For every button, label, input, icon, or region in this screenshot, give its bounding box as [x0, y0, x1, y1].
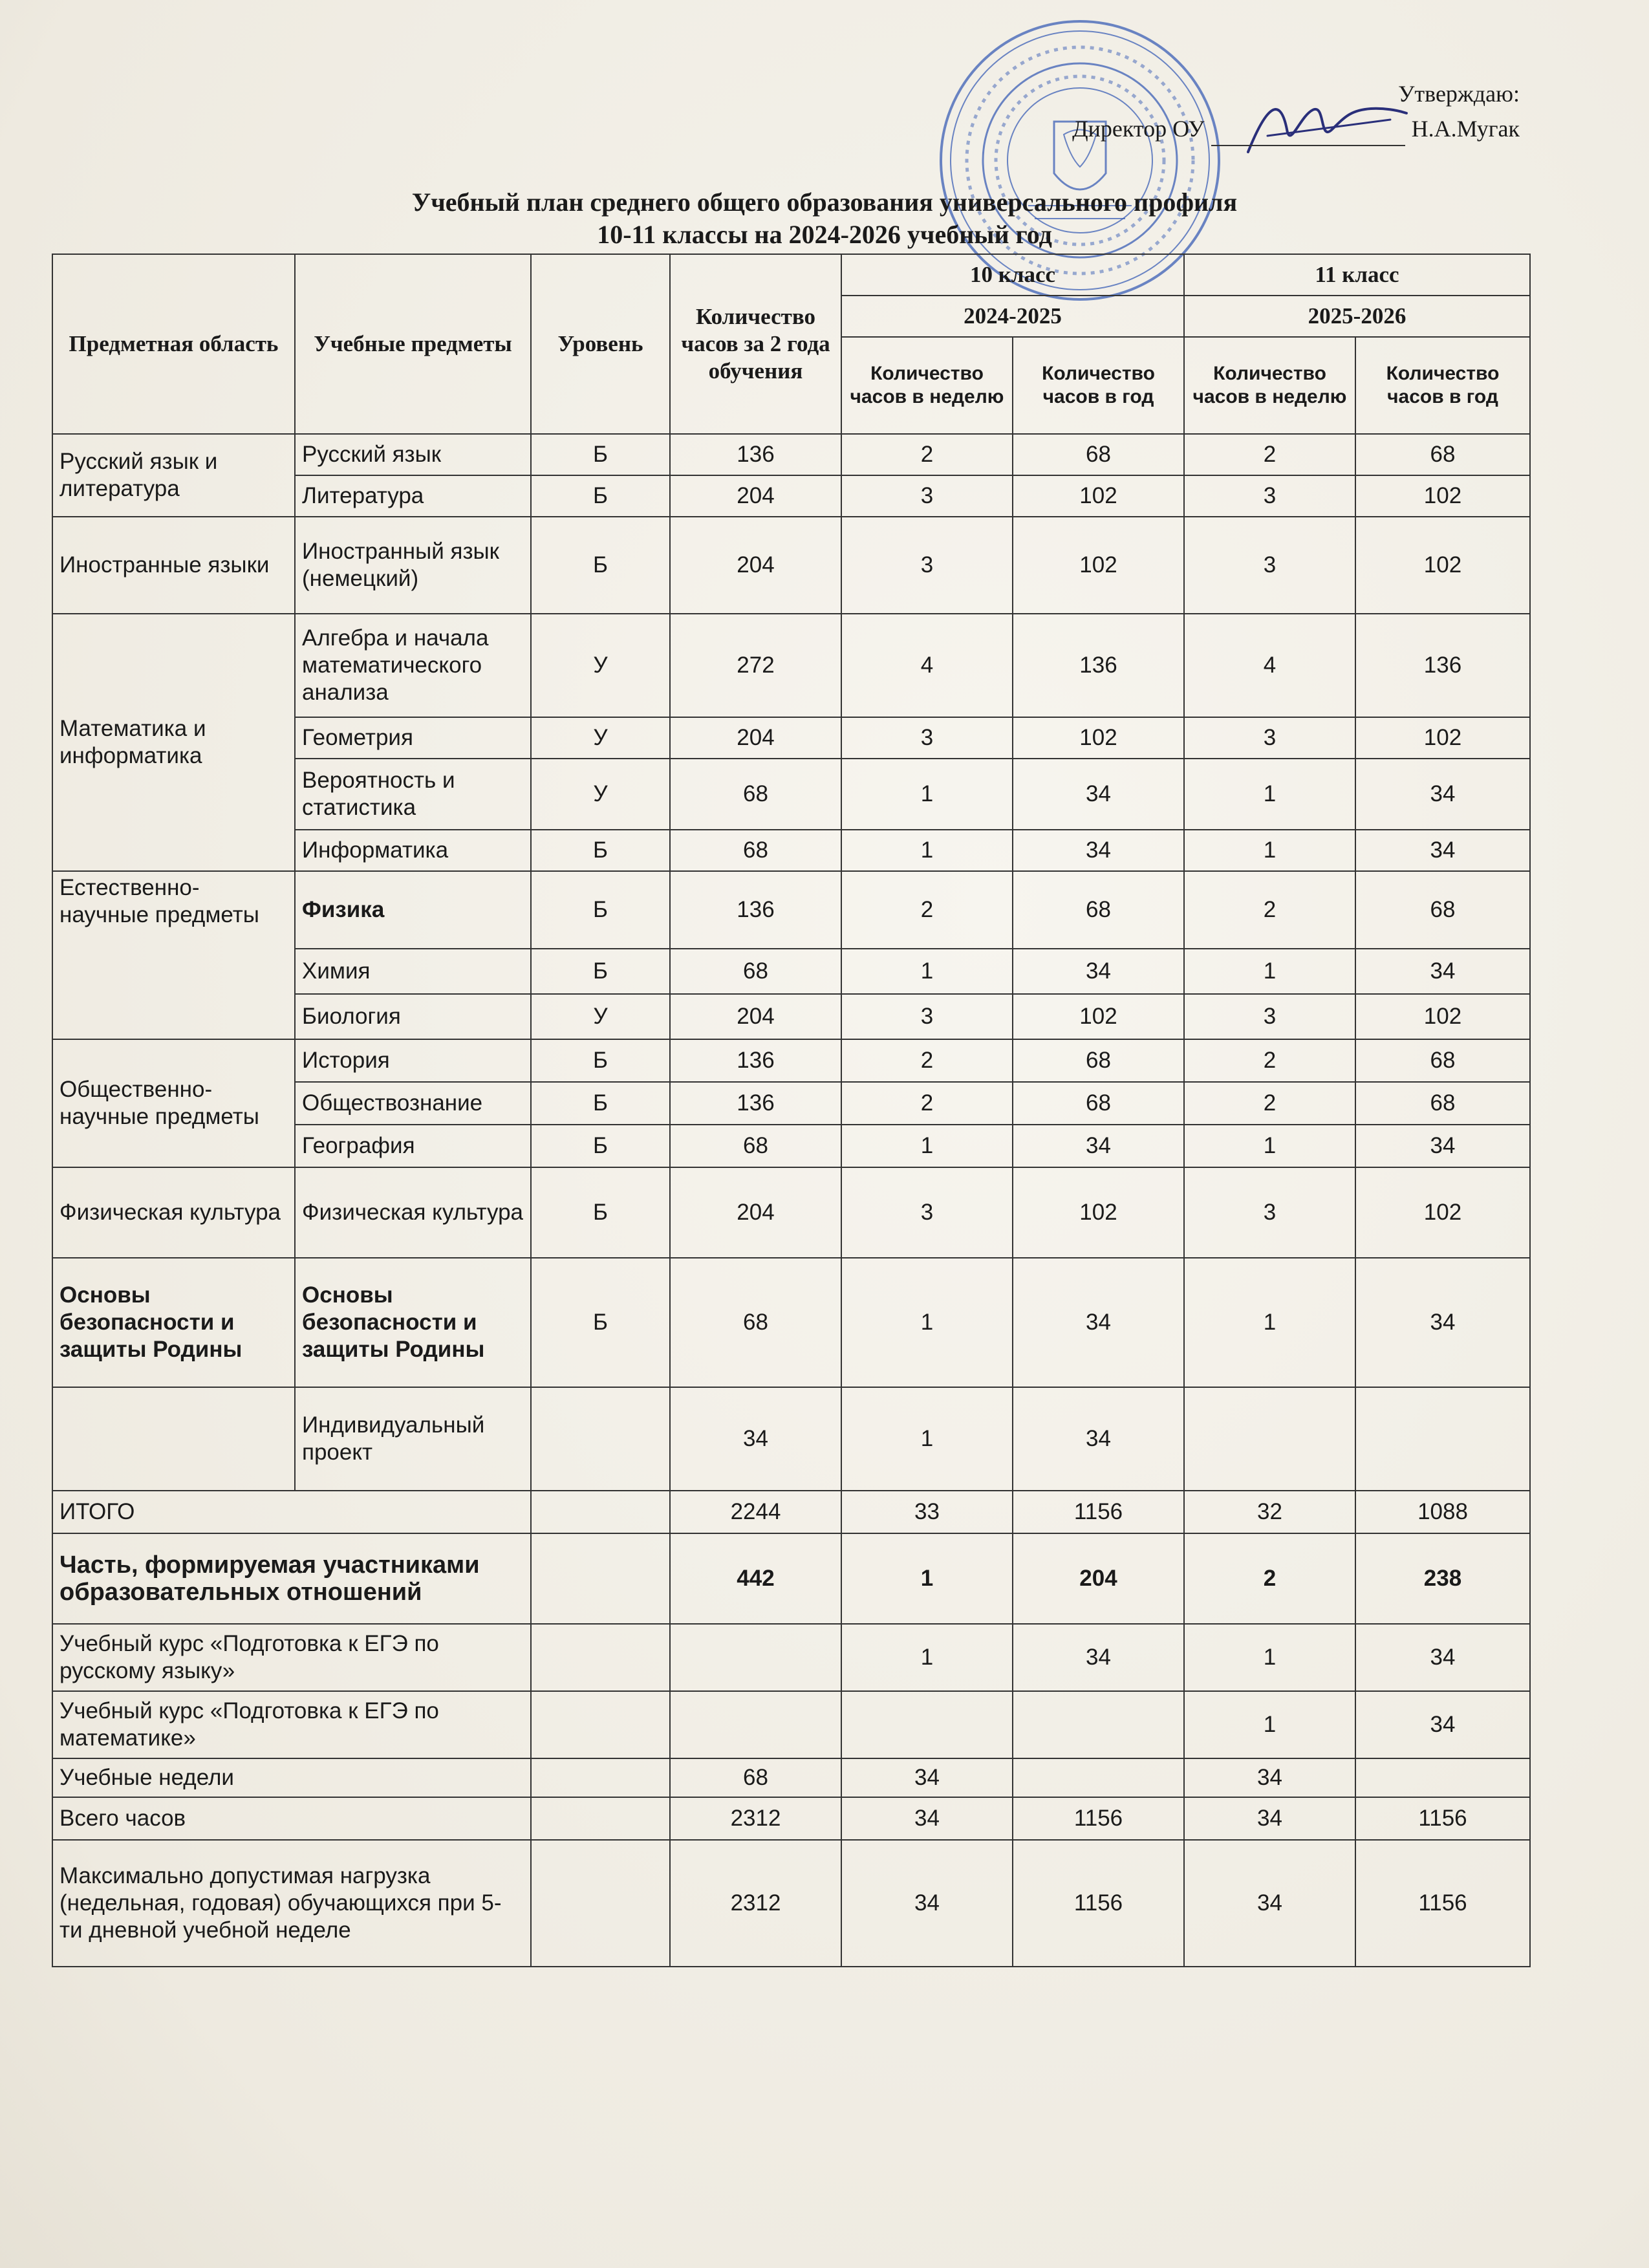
- summary-row-course-math: [52, 1691, 1530, 1758]
- summary-level: [531, 1491, 670, 1533]
- year11-cell: 34: [1355, 1624, 1530, 1691]
- year10-cell: 68: [1013, 434, 1184, 475]
- week11-cell: 2: [1184, 1082, 1355, 1125]
- week10-cell: 1: [841, 949, 1013, 994]
- year11-cell: 68: [1355, 434, 1530, 475]
- area-foreign: Иностранные языки: [52, 517, 295, 614]
- summary-label: Учебный курс «Подготовка к ЕГЭ по русскому языку»: [52, 1624, 531, 1691]
- week11-cell: 1: [1184, 1624, 1355, 1691]
- year10-cell: 34: [1013, 1258, 1184, 1387]
- week11-cell: 1: [1184, 759, 1355, 830]
- total-cell: 204: [670, 517, 841, 614]
- subject-cell: Физическая культура: [295, 1167, 531, 1258]
- week10-cell: 34: [841, 1840, 1013, 1967]
- week10-cell: 2: [841, 1082, 1013, 1125]
- year11-cell: 34: [1355, 1125, 1530, 1167]
- week10-cell: 34: [841, 1758, 1013, 1797]
- week10-cell: 3: [841, 475, 1013, 517]
- summary-row-all-hours: [52, 1797, 1530, 1840]
- week11-cell: 3: [1184, 1167, 1355, 1258]
- week11-cell: 2: [1184, 1039, 1355, 1082]
- week10-cell: 1: [841, 759, 1013, 830]
- year10-cell: 1156: [1013, 1491, 1184, 1533]
- total-cell: 442: [670, 1533, 841, 1624]
- year11-cell: 68: [1355, 1082, 1530, 1125]
- subject-cell: История: [295, 1039, 531, 1082]
- year10-cell: 68: [1013, 1082, 1184, 1125]
- total-cell: 68: [670, 1758, 841, 1797]
- year11-cell: [1355, 1758, 1530, 1797]
- week10-cell: 1: [841, 830, 1013, 871]
- header-grade-10: 10 класс: [841, 254, 1184, 296]
- total-cell: 136: [670, 434, 841, 475]
- area-empty: [52, 1387, 295, 1491]
- total-cell: 136: [670, 1039, 841, 1082]
- year10-cell: 68: [1013, 1039, 1184, 1082]
- summary-level: [531, 1797, 670, 1840]
- summary-level: [531, 1691, 670, 1758]
- header-per-week-11: Количество часов в неделю: [1184, 337, 1355, 434]
- year11-cell: 102: [1355, 475, 1530, 517]
- header-area: Предметная область: [52, 254, 295, 434]
- total-cell: 68: [670, 759, 841, 830]
- header-hours-total: Количество часов за 2 года обучения: [670, 254, 841, 434]
- subject-cell: Иностранный язык (немецкий): [295, 517, 531, 614]
- year10-cell: 34: [1013, 949, 1184, 994]
- level-cell: Б: [531, 1082, 670, 1125]
- week10-cell: 3: [841, 717, 1013, 759]
- summary-row-weeks: [52, 1758, 1530, 1797]
- header-per-week-10: Количество часов в неделю: [841, 337, 1013, 434]
- total-cell: [670, 1624, 841, 1691]
- year10-cell: 34: [1013, 1624, 1184, 1691]
- header-year-10: 2024-2025: [841, 296, 1184, 337]
- total-cell: 68: [670, 949, 841, 994]
- week10-cell: 1: [841, 1624, 1013, 1691]
- subject-cell: Геометрия: [295, 717, 531, 759]
- summary-level: [531, 1840, 670, 1967]
- header-row-1: [52, 254, 1530, 296]
- total-cell: 68: [670, 830, 841, 871]
- year11-cell: 238: [1355, 1533, 1530, 1624]
- level-cell: Б: [531, 517, 670, 614]
- week11-cell: 1: [1184, 949, 1355, 994]
- year10-cell: 102: [1013, 1167, 1184, 1258]
- summary-label: ИТОГО: [52, 1491, 531, 1533]
- year10-cell: 1156: [1013, 1797, 1184, 1840]
- week11-cell: 3: [1184, 994, 1355, 1039]
- summary-level: [531, 1758, 670, 1797]
- area-rus: Русский язык и литература: [52, 434, 295, 517]
- year10-cell: 34: [1013, 759, 1184, 830]
- header-level: Уровень: [531, 254, 670, 434]
- week10-cell: [841, 1691, 1013, 1758]
- subject-cell: Индивидуальный проект: [295, 1387, 531, 1491]
- total-cell: 136: [670, 871, 841, 949]
- table-row: [52, 1387, 1530, 1491]
- header-grade-11: 11 класс: [1184, 254, 1530, 296]
- level-cell: Б: [531, 434, 670, 475]
- week11-cell: 3: [1184, 517, 1355, 614]
- year11-cell: 102: [1355, 1167, 1530, 1258]
- table-row: [52, 434, 1530, 475]
- level-cell: Б: [531, 830, 670, 871]
- level-cell: У: [531, 759, 670, 830]
- area-math: Математика и информатика: [52, 614, 295, 871]
- table-row: [52, 1258, 1530, 1387]
- week10-cell: 1: [841, 1125, 1013, 1167]
- week11-cell: 1: [1184, 1125, 1355, 1167]
- summary-label: Учебный курс «Подготовка к ЕГЭ по математике»: [52, 1691, 531, 1758]
- summary-label: Часть, формируемая участниками образовательных отношений: [52, 1533, 531, 1624]
- week11-cell: 34: [1184, 1840, 1355, 1967]
- year10-cell: 34: [1013, 1387, 1184, 1491]
- subject-cell: Химия: [295, 949, 531, 994]
- week11-cell: 2: [1184, 434, 1355, 475]
- total-cell: 34: [670, 1387, 841, 1491]
- summary-row-course-rus: [52, 1624, 1530, 1691]
- director-name: Н.А.Мугак: [1411, 116, 1520, 142]
- week10-cell: 3: [841, 994, 1013, 1039]
- header-subjects: Учебные предметы: [295, 254, 531, 434]
- total-cell: 2312: [670, 1840, 841, 1967]
- header-per-year-10: Количество часов в год: [1013, 337, 1184, 434]
- week10-cell: 4: [841, 614, 1013, 717]
- week11-cell: 1: [1184, 830, 1355, 871]
- week10-cell: 2: [841, 1039, 1013, 1082]
- week11-cell: 1: [1184, 1691, 1355, 1758]
- year10-cell: 34: [1013, 1125, 1184, 1167]
- total-cell: 272: [670, 614, 841, 717]
- year11-cell: 34: [1355, 759, 1530, 830]
- summary-row-max-load: [52, 1840, 1530, 1967]
- year11-cell: 102: [1355, 717, 1530, 759]
- total-cell: 68: [670, 1258, 841, 1387]
- table-row: [52, 1039, 1530, 1082]
- week11-cell: 32: [1184, 1491, 1355, 1533]
- week11-cell: 2: [1184, 871, 1355, 949]
- year11-cell: 34: [1355, 1258, 1530, 1387]
- week11-cell: 1: [1184, 1258, 1355, 1387]
- signature-line: [1211, 119, 1405, 146]
- year10-cell: 204: [1013, 1533, 1184, 1624]
- approval-block: [1072, 76, 1520, 146]
- table-row: [52, 614, 1530, 717]
- table-row: [52, 1167, 1530, 1258]
- summary-label: Всего часов: [52, 1797, 531, 1840]
- year11-cell: 34: [1355, 949, 1530, 994]
- subject-cell: Физика: [295, 871, 531, 949]
- subject-cell: Литература: [295, 475, 531, 517]
- total-cell: 204: [670, 475, 841, 517]
- week11-cell: 2: [1184, 1533, 1355, 1624]
- total-cell: 204: [670, 717, 841, 759]
- subject-cell: Информатика: [295, 830, 531, 871]
- level-cell: Б: [531, 1167, 670, 1258]
- summary-label: Максимально допустимая нагрузка (недельная, годовая) обучающихся при 5-ти дневной учебной неделе: [52, 1840, 531, 1967]
- year10-cell: 102: [1013, 717, 1184, 759]
- year10-cell: 102: [1013, 475, 1184, 517]
- level-cell: У: [531, 994, 670, 1039]
- week10-cell: 3: [841, 1167, 1013, 1258]
- year11-cell: 1088: [1355, 1491, 1530, 1533]
- week11-cell: 3: [1184, 717, 1355, 759]
- summary-level: [531, 1533, 670, 1624]
- year11-cell: 1156: [1355, 1797, 1530, 1840]
- year11-cell: 68: [1355, 1039, 1530, 1082]
- total-cell: 136: [670, 1082, 841, 1125]
- document-title: [0, 186, 1649, 251]
- total-cell: 68: [670, 1125, 841, 1167]
- table-row: [52, 871, 1530, 949]
- week11-cell: 34: [1184, 1758, 1355, 1797]
- year10-cell: 102: [1013, 517, 1184, 614]
- week10-cell: 1: [841, 1258, 1013, 1387]
- level-cell: [531, 1387, 670, 1491]
- week11-cell: [1184, 1387, 1355, 1491]
- total-cell: 2244: [670, 1491, 841, 1533]
- level-cell: Б: [531, 1258, 670, 1387]
- subject-cell: Биология: [295, 994, 531, 1039]
- year10-cell: [1013, 1758, 1184, 1797]
- week11-cell: 4: [1184, 614, 1355, 717]
- year11-cell: 102: [1355, 994, 1530, 1039]
- year10-cell: 68: [1013, 871, 1184, 949]
- subject-cell: Основы безопасности и защиты Родины: [295, 1258, 531, 1387]
- subject-cell: Вероятность и статистика: [295, 759, 531, 830]
- summary-label: Учебные недели: [52, 1758, 531, 1797]
- level-cell: Б: [531, 1039, 670, 1082]
- summary-level: [531, 1624, 670, 1691]
- total-cell: 2312: [670, 1797, 841, 1840]
- subject-cell: Русский язык: [295, 434, 531, 475]
- summary-row-total: [52, 1491, 1530, 1533]
- level-cell: Б: [531, 475, 670, 517]
- curriculum-table: [52, 254, 1531, 1967]
- total-cell: 204: [670, 994, 841, 1039]
- header-per-year-11: Количество часов в год: [1355, 337, 1530, 434]
- approve-label: Утверждаю:: [1397, 81, 1520, 107]
- year11-cell: 136: [1355, 614, 1530, 717]
- week10-cell: 33: [841, 1491, 1013, 1533]
- title-line-1: Учебный план среднего общего образования универсального профиля: [411, 188, 1238, 217]
- title-line-2: 10-11 классы на 2024-2026 учебный год: [597, 220, 1052, 249]
- week10-cell: 2: [841, 434, 1013, 475]
- subject-cell: Алгебра и начала математического анализа: [295, 614, 531, 717]
- summary-row-part: [52, 1533, 1530, 1624]
- week10-cell: 34: [841, 1797, 1013, 1840]
- area-science: Естественно-научные предметы: [52, 871, 295, 1039]
- table-row: [52, 517, 1530, 614]
- week10-cell: 1: [841, 1533, 1013, 1624]
- year10-cell: 1156: [1013, 1840, 1184, 1967]
- week10-cell: 3: [841, 517, 1013, 614]
- week10-cell: 2: [841, 871, 1013, 949]
- week11-cell: 3: [1184, 475, 1355, 517]
- year11-cell: 34: [1355, 830, 1530, 871]
- area-obzr: Основы безопасности и защиты Родины: [52, 1258, 295, 1387]
- level-cell: Б: [531, 871, 670, 949]
- year10-cell: 34: [1013, 830, 1184, 871]
- header-year-11: 2025-2026: [1184, 296, 1530, 337]
- year11-cell: [1355, 1387, 1530, 1491]
- week10-cell: 1: [841, 1387, 1013, 1491]
- level-cell: У: [531, 614, 670, 717]
- director-row: [1072, 111, 1520, 146]
- director-label: Директор ОУ: [1072, 116, 1205, 142]
- area-phys: Физическая культура: [52, 1167, 295, 1258]
- year11-cell: 102: [1355, 517, 1530, 614]
- year11-cell: 68: [1355, 871, 1530, 949]
- year11-cell: 1156: [1355, 1840, 1530, 1967]
- level-cell: У: [531, 717, 670, 759]
- week11-cell: 34: [1184, 1797, 1355, 1840]
- subject-cell: География: [295, 1125, 531, 1167]
- year10-cell: 136: [1013, 614, 1184, 717]
- subject-cell: Обществознание: [295, 1082, 531, 1125]
- level-cell: Б: [531, 1125, 670, 1167]
- level-cell: Б: [531, 949, 670, 994]
- year10-cell: [1013, 1691, 1184, 1758]
- year10-cell: 102: [1013, 994, 1184, 1039]
- total-cell: [670, 1691, 841, 1758]
- area-social: Общественно-научные предметы: [52, 1039, 295, 1167]
- year11-cell: 34: [1355, 1691, 1530, 1758]
- total-cell: 204: [670, 1167, 841, 1258]
